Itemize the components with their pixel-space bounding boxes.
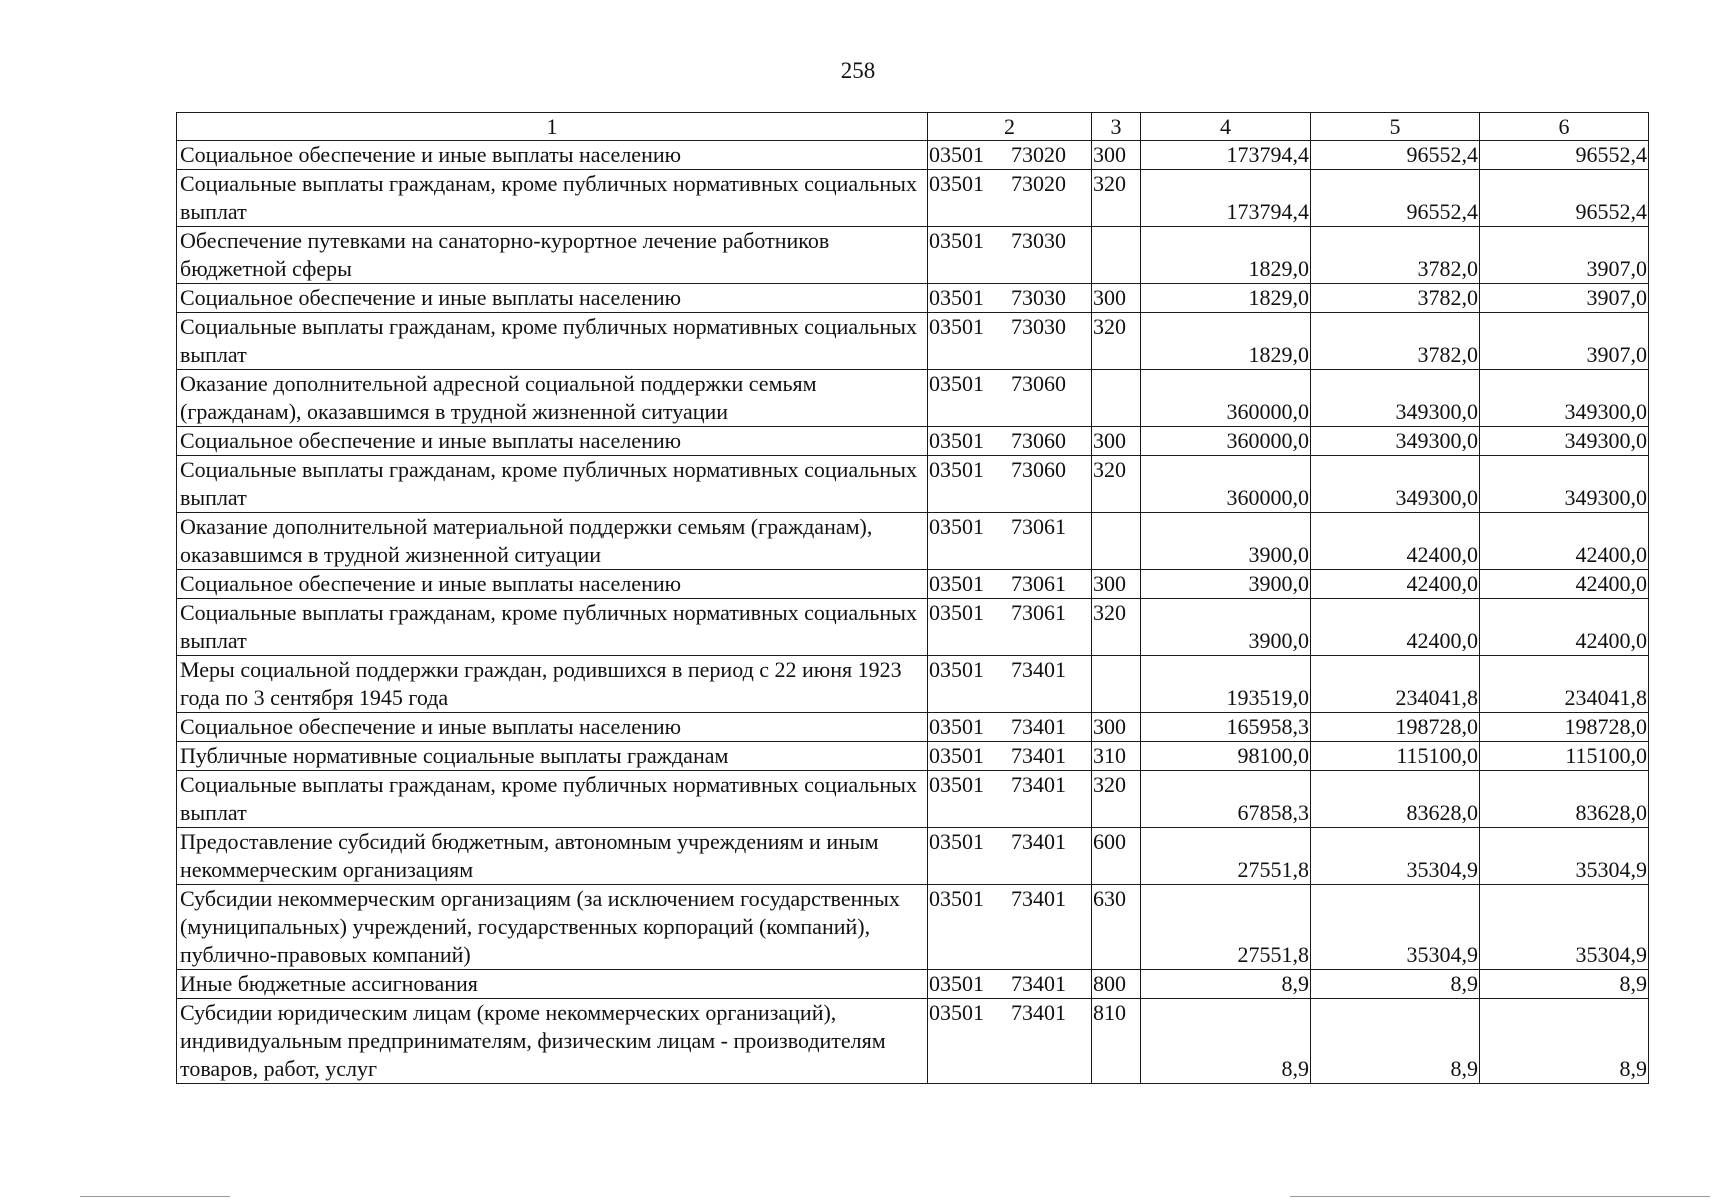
- row-value-col6: 8,9: [1480, 970, 1649, 999]
- row-name: Предоставление субсидий бюджетным, автономным учреждениям и иным некоммерческим организациям: [177, 828, 928, 885]
- row-value-col6: 35304,9: [1480, 885, 1649, 970]
- row-value-col5: 35304,9: [1311, 828, 1480, 885]
- row-code: [928, 828, 1092, 885]
- table-row: [177, 427, 1649, 456]
- row-code-a: 03501: [929, 285, 984, 310]
- row-value-col5: 35304,9: [1311, 885, 1480, 970]
- row-value-col6: 349300,0: [1480, 370, 1649, 427]
- row-value-col6: 35304,9: [1480, 828, 1649, 885]
- row-code-b: 73020: [1011, 142, 1066, 167]
- row-value-col5: 96552,4: [1311, 170, 1480, 227]
- row-code-b: 73060: [1011, 428, 1066, 453]
- row-code: [928, 713, 1092, 742]
- row-code-a: 03501: [929, 886, 984, 911]
- header-col-5: 5: [1311, 113, 1480, 141]
- row-expense-type: 320: [1092, 456, 1141, 513]
- row-code-a: 03501: [929, 171, 984, 196]
- row-value-col4: 27551,8: [1141, 885, 1311, 970]
- row-code: [928, 885, 1092, 970]
- row-name: Социальное обеспечение и иные выплаты населению: [177, 427, 928, 456]
- table-row: [177, 313, 1649, 370]
- row-value-col5: 83628,0: [1311, 771, 1480, 828]
- header-col-3: 3: [1092, 113, 1141, 141]
- row-code: [928, 599, 1092, 656]
- row-expense-type: 300: [1092, 141, 1141, 170]
- table-row: [177, 713, 1649, 742]
- row-value-col5: 349300,0: [1311, 427, 1480, 456]
- row-value-col5: 349300,0: [1311, 370, 1480, 427]
- row-value-col4: 360000,0: [1141, 370, 1311, 427]
- row-expense-type: [1092, 656, 1141, 713]
- row-code-b: 73030: [1011, 285, 1066, 310]
- row-code: [928, 427, 1092, 456]
- row-expense-type: [1092, 370, 1141, 427]
- row-name: Социальное обеспечение и иные выплаты населению: [177, 284, 928, 313]
- row-value-col5: 3782,0: [1311, 284, 1480, 313]
- row-name: Социальные выплаты гражданам, кроме публичных нормативных социальных выплат: [177, 313, 928, 370]
- row-expense-type: [1092, 513, 1141, 570]
- table-row: [177, 513, 1649, 570]
- table-row: [177, 742, 1649, 771]
- row-code-b: 73020: [1011, 171, 1066, 196]
- row-code-b: 73061: [1011, 600, 1066, 625]
- row-expense-type: 320: [1092, 599, 1141, 656]
- row-expense-type: 800: [1092, 970, 1141, 999]
- page-number: 258: [840, 58, 876, 83]
- row-code-a: 03501: [929, 657, 984, 682]
- row-value-col6: 42400,0: [1480, 599, 1649, 656]
- row-value-col5: 349300,0: [1311, 456, 1480, 513]
- row-code-a: 03501: [929, 829, 984, 854]
- row-name: Субсидии некоммерческим организациям (за исключением государственных (муниципальных) учреждений, государственных корпораций (компаний), публично-правовых компаний): [177, 885, 928, 970]
- row-code: [928, 456, 1092, 513]
- row-code-a: 03501: [929, 971, 984, 996]
- row-expense-type: [1092, 227, 1141, 284]
- table-row: [177, 227, 1649, 284]
- row-value-col5: 42400,0: [1311, 599, 1480, 656]
- row-value-col6: 3907,0: [1480, 313, 1649, 370]
- row-value-col6: 42400,0: [1480, 570, 1649, 599]
- row-value-col4: 3900,0: [1141, 599, 1311, 656]
- row-code-b: 73401: [1011, 743, 1066, 768]
- row-name: Социальное обеспечение и иные выплаты населению: [177, 141, 928, 170]
- row-name: Социальное обеспечение и иные выплаты населению: [177, 713, 928, 742]
- row-value-col4: 1829,0: [1141, 227, 1311, 284]
- header-col-2: 2: [928, 113, 1092, 141]
- row-name: Обеспечение путевками на санаторно-курортное лечение работников бюджетной сферы: [177, 227, 928, 284]
- row-code: [928, 999, 1092, 1084]
- table-row: [177, 970, 1649, 999]
- row-value-col4: 360000,0: [1141, 456, 1311, 513]
- row-code-b: 73030: [1011, 314, 1066, 339]
- row-value-col6: 83628,0: [1480, 771, 1649, 828]
- row-name: Социальные выплаты гражданам, кроме публичных нормативных социальных выплат: [177, 456, 928, 513]
- row-name: Социальные выплаты гражданам, кроме публичных нормативных социальных выплат: [177, 170, 928, 227]
- row-code: [928, 970, 1092, 999]
- row-code-a: 03501: [929, 514, 984, 539]
- row-code-a: 03501: [929, 457, 984, 482]
- scan-line-bottom-right: [1290, 1196, 1710, 1197]
- row-code: [928, 170, 1092, 227]
- row-code-a: 03501: [929, 228, 984, 253]
- row-expense-type: 300: [1092, 570, 1141, 599]
- row-value-col4: 67858,3: [1141, 771, 1311, 828]
- row-code-b: 73401: [1011, 1000, 1066, 1025]
- row-value-col6: 96552,4: [1480, 170, 1649, 227]
- row-code: [928, 313, 1092, 370]
- row-value-col6: 3907,0: [1480, 227, 1649, 284]
- row-value-col5: 8,9: [1311, 970, 1480, 999]
- header-col-6: 6: [1480, 113, 1649, 141]
- row-code: [928, 370, 1092, 427]
- row-value-col5: 198728,0: [1311, 713, 1480, 742]
- row-code-a: 03501: [929, 571, 984, 596]
- row-value-col4: 360000,0: [1141, 427, 1311, 456]
- table-row: [177, 828, 1649, 885]
- row-value-col4: 1829,0: [1141, 313, 1311, 370]
- row-value-col4: 3900,0: [1141, 570, 1311, 599]
- row-code: [928, 141, 1092, 170]
- table-row: [177, 370, 1649, 427]
- row-name: Субсидии юридическим лицам (кроме некоммерческих организаций), индивидуальным предпринимателям, физическим лицам - производителям товаров, работ, услуг: [177, 999, 928, 1084]
- row-expense-type: 310: [1092, 742, 1141, 771]
- row-code: [928, 742, 1092, 771]
- table-row: [177, 141, 1649, 170]
- row-name: Меры социальной поддержки граждан, родившихся в период с 22 июня 1923 года по 3 сентября 1945 года: [177, 656, 928, 713]
- row-value-col4: 3900,0: [1141, 513, 1311, 570]
- row-expense-type: 320: [1092, 771, 1141, 828]
- row-code-a: 03501: [929, 142, 984, 167]
- row-value-col6: 234041,8: [1480, 656, 1649, 713]
- row-name: Социальные выплаты гражданам, кроме публичных нормативных социальных выплат: [177, 771, 928, 828]
- row-value-col5: 8,9: [1311, 999, 1480, 1084]
- scan-line-bottom-left: [80, 1196, 230, 1197]
- row-value-col6: 115100,0: [1480, 742, 1649, 771]
- row-code-a: 03501: [929, 371, 984, 396]
- row-value-col4: 27551,8: [1141, 828, 1311, 885]
- row-code: [928, 227, 1092, 284]
- header-col-4: 4: [1141, 113, 1311, 141]
- row-code-b: 73061: [1011, 514, 1066, 539]
- row-expense-type: 300: [1092, 713, 1141, 742]
- row-value-col6: 96552,4: [1480, 141, 1649, 170]
- row-code: [928, 570, 1092, 599]
- row-value-col6: 198728,0: [1480, 713, 1649, 742]
- row-expense-type: 300: [1092, 427, 1141, 456]
- row-name: Иные бюджетные ассигнования: [177, 970, 928, 999]
- row-code-a: 03501: [929, 600, 984, 625]
- row-value-col5: 115100,0: [1311, 742, 1480, 771]
- row-value-col5: 96552,4: [1311, 141, 1480, 170]
- row-code-b: 73401: [1011, 657, 1066, 682]
- row-code-a: 03501: [929, 1000, 984, 1025]
- row-code-a: 03501: [929, 743, 984, 768]
- row-name: Оказание дополнительной адресной социальной поддержки семьям (гражданам), оказавшимся в трудной жизненной ситуации: [177, 370, 928, 427]
- row-code-a: 03501: [929, 772, 984, 797]
- table-row: [177, 656, 1649, 713]
- row-code-a: 03501: [929, 714, 984, 739]
- row-code-b: 73401: [1011, 829, 1066, 854]
- row-value-col5: 3782,0: [1311, 313, 1480, 370]
- row-name: Оказание дополнительной материальной поддержки семьям (гражданам), оказавшимся в трудной жизненной ситуации: [177, 513, 928, 570]
- row-expense-type: 630: [1092, 885, 1141, 970]
- row-code-a: 03501: [929, 314, 984, 339]
- row-value-col4: 98100,0: [1141, 742, 1311, 771]
- row-code-b: 73061: [1011, 571, 1066, 596]
- row-name: Публичные нормативные социальные выплаты гражданам: [177, 742, 928, 771]
- row-code-a: 03501: [929, 428, 984, 453]
- row-expense-type: 320: [1092, 313, 1141, 370]
- row-expense-type: 600: [1092, 828, 1141, 885]
- row-value-col4: 173794,4: [1141, 141, 1311, 170]
- row-value-col4: 8,9: [1141, 999, 1311, 1084]
- row-value-col4: 1829,0: [1141, 284, 1311, 313]
- table-row: [177, 456, 1649, 513]
- header-col-1: 1: [177, 113, 928, 141]
- row-code: [928, 513, 1092, 570]
- table-row: [177, 885, 1649, 970]
- row-code-b: 73401: [1011, 772, 1066, 797]
- table-row: [177, 570, 1649, 599]
- row-code: [928, 284, 1092, 313]
- header-row: [177, 113, 1649, 141]
- budget-table: [176, 112, 1649, 1084]
- row-expense-type: 810: [1092, 999, 1141, 1084]
- row-value-col6: 42400,0: [1480, 513, 1649, 570]
- row-name: Социальное обеспечение и иные выплаты населению: [177, 570, 928, 599]
- row-code: [928, 656, 1092, 713]
- row-code: [928, 771, 1092, 828]
- row-value-col5: 234041,8: [1311, 656, 1480, 713]
- row-value-col4: 173794,4: [1141, 170, 1311, 227]
- table-row: [177, 999, 1649, 1084]
- row-expense-type: 320: [1092, 170, 1141, 227]
- row-value-col5: 42400,0: [1311, 513, 1480, 570]
- row-name: Социальные выплаты гражданам, кроме публичных нормативных социальных выплат: [177, 599, 928, 656]
- row-code-b: 73401: [1011, 971, 1066, 996]
- row-value-col6: 349300,0: [1480, 427, 1649, 456]
- row-value-col4: 193519,0: [1141, 656, 1311, 713]
- table-row: [177, 599, 1649, 656]
- row-value-col5: 42400,0: [1311, 570, 1480, 599]
- table-row: [177, 284, 1649, 313]
- row-code-b: 73060: [1011, 371, 1066, 396]
- row-code-b: 73401: [1011, 886, 1066, 911]
- row-expense-type: 300: [1092, 284, 1141, 313]
- row-value-col5: 3782,0: [1311, 227, 1480, 284]
- row-code-b: 73401: [1011, 714, 1066, 739]
- row-value-col6: 349300,0: [1480, 456, 1649, 513]
- table-row: [177, 771, 1649, 828]
- row-value-col6: 8,9: [1480, 999, 1649, 1084]
- row-code-b: 73060: [1011, 457, 1066, 482]
- table-row: [177, 170, 1649, 227]
- row-value-col6: 3907,0: [1480, 284, 1649, 313]
- row-value-col4: 165958,3: [1141, 713, 1311, 742]
- row-value-col4: 8,9: [1141, 970, 1311, 999]
- row-code-b: 73030: [1011, 228, 1066, 253]
